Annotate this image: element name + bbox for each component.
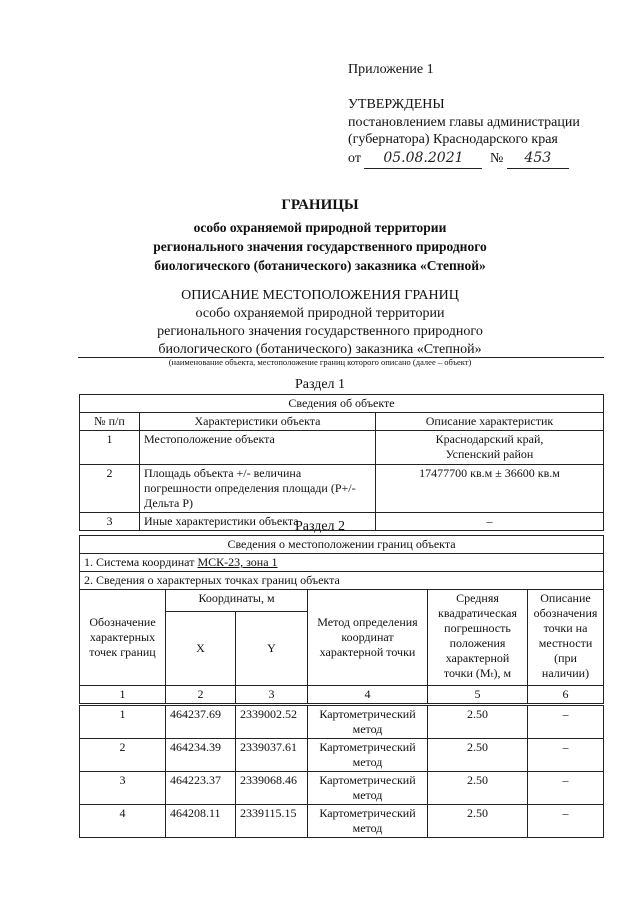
header-x: X bbox=[166, 612, 236, 686]
header-point-description: Описание обозначения точки на местности (при наличии) bbox=[528, 590, 604, 686]
coord-system-value: МСК-23, зона 1 bbox=[197, 555, 278, 569]
table-cell: – bbox=[376, 513, 604, 531]
column-number: 2 bbox=[166, 686, 236, 705]
point-method: Картометрический метод bbox=[308, 805, 428, 838]
header-y: Y bbox=[236, 612, 308, 686]
point-description: – bbox=[528, 705, 604, 739]
point-error: 2.50 bbox=[428, 739, 528, 772]
column-number: 1 bbox=[80, 686, 166, 705]
object-info-table bbox=[79, 394, 604, 531]
number-label: № bbox=[489, 151, 504, 166]
point-x: 464234.39 bbox=[166, 739, 236, 772]
approved-line-2: (губернатора) Краснодарского края bbox=[348, 132, 558, 147]
column-number: 5 bbox=[428, 686, 528, 705]
column-number: 4 bbox=[308, 686, 428, 705]
decree-date: 05.08.2021 bbox=[364, 148, 482, 169]
section2-title: Раздел 2 bbox=[294, 519, 346, 534]
point-error: 2.50 bbox=[428, 805, 528, 838]
table-cell: 2 bbox=[80, 465, 140, 513]
description-line-3: биологического (ботанического) заказника «Степной» bbox=[158, 342, 482, 357]
coord-system-label: 1. Система координат bbox=[84, 555, 195, 569]
boundary-table bbox=[79, 535, 604, 838]
point-id: 2 bbox=[80, 739, 166, 772]
column-number: 6 bbox=[528, 686, 604, 705]
table-cell: Площадь объекта +/- величина погрешности определения площади (Р+/- Дельта Р) bbox=[140, 465, 376, 513]
point-method: Картометрический метод bbox=[308, 705, 428, 739]
column-number: 3 bbox=[236, 686, 308, 705]
point-y: 2339037.61 bbox=[236, 739, 308, 772]
header-coords: Координаты, м bbox=[166, 590, 308, 612]
table-cell: 17477700 кв.м ± 36600 кв.м bbox=[376, 465, 604, 513]
description-line-1: особо охраняемой природной территории bbox=[195, 306, 445, 321]
table-cell: Иные характеристики объекта bbox=[140, 513, 376, 531]
point-id: 1 bbox=[80, 705, 166, 739]
header-method: Метод определения координат характерной точки bbox=[308, 590, 428, 686]
table-cell: 3 bbox=[80, 513, 140, 531]
table-row bbox=[80, 772, 604, 805]
table-title: Сведения о местоположении границ объекта bbox=[80, 536, 604, 554]
point-x: 464223.37 bbox=[166, 772, 236, 805]
table-row bbox=[80, 705, 604, 739]
description-note: (наименование объекта, местоположение границ которого описано (далее – объект) bbox=[168, 357, 472, 367]
from-label: от bbox=[348, 151, 361, 166]
header-error: Средняя квадратическая погрешность положения характерной точки (Mₜ), м bbox=[428, 590, 528, 686]
decree-line bbox=[348, 148, 569, 169]
point-error: 2.50 bbox=[428, 772, 528, 805]
header-description: Описание характеристик bbox=[376, 413, 604, 431]
header-number: № п/п bbox=[80, 413, 140, 431]
points-title: 2. Сведения о характерных точках границ объекта bbox=[80, 572, 604, 590]
header-characteristic: Характеристики объекта bbox=[140, 413, 376, 431]
point-method: Картометрический метод bbox=[308, 772, 428, 805]
point-y: 2339002.52 bbox=[236, 705, 308, 739]
point-id: 3 bbox=[80, 772, 166, 805]
table-row bbox=[80, 739, 604, 772]
table-cell: Местоположение объекта bbox=[140, 431, 376, 465]
description-line-2: регионального значения государственного природного bbox=[157, 324, 483, 339]
header-designation: Обозначение характерных точек границ bbox=[80, 590, 166, 686]
point-y: 2339068.46 bbox=[236, 772, 308, 805]
approved-label: УТВЕРЖДЕНЫ bbox=[348, 97, 445, 112]
description-heading: ОПИСАНИЕ МЕСТОПОЛОЖЕНИЯ ГРАНИЦ bbox=[181, 288, 459, 303]
decree-number: 453 bbox=[507, 148, 569, 169]
point-y: 2339115.15 bbox=[236, 805, 308, 838]
approved-line-1: постановлением главы администрации bbox=[348, 115, 580, 130]
title-line-2: регионального значения государственного природного bbox=[153, 239, 487, 254]
table-row bbox=[80, 805, 604, 838]
table-cell: Краснодарский край, Успенский район bbox=[376, 431, 604, 465]
title-line-3: биологического (ботанического) заказника «Степной» bbox=[154, 258, 486, 273]
point-x: 464208.11 bbox=[166, 805, 236, 838]
point-description: – bbox=[528, 805, 604, 838]
table-title: Сведения об объекте bbox=[80, 395, 604, 413]
coord-system-row bbox=[80, 554, 604, 572]
table-cell: 1 bbox=[80, 431, 140, 465]
point-error: 2.50 bbox=[428, 705, 528, 739]
title-line-1: особо охраняемой природной территории bbox=[193, 220, 447, 235]
title-main: ГРАНИЦЫ bbox=[281, 197, 359, 213]
appendix-label: Приложение 1 bbox=[348, 62, 434, 77]
point-x: 464237.69 bbox=[166, 705, 236, 739]
point-id: 4 bbox=[80, 805, 166, 838]
section1-title: Раздел 1 bbox=[294, 377, 346, 392]
point-description: – bbox=[528, 739, 604, 772]
point-method: Картометрический метод bbox=[308, 739, 428, 772]
point-description: – bbox=[528, 772, 604, 805]
